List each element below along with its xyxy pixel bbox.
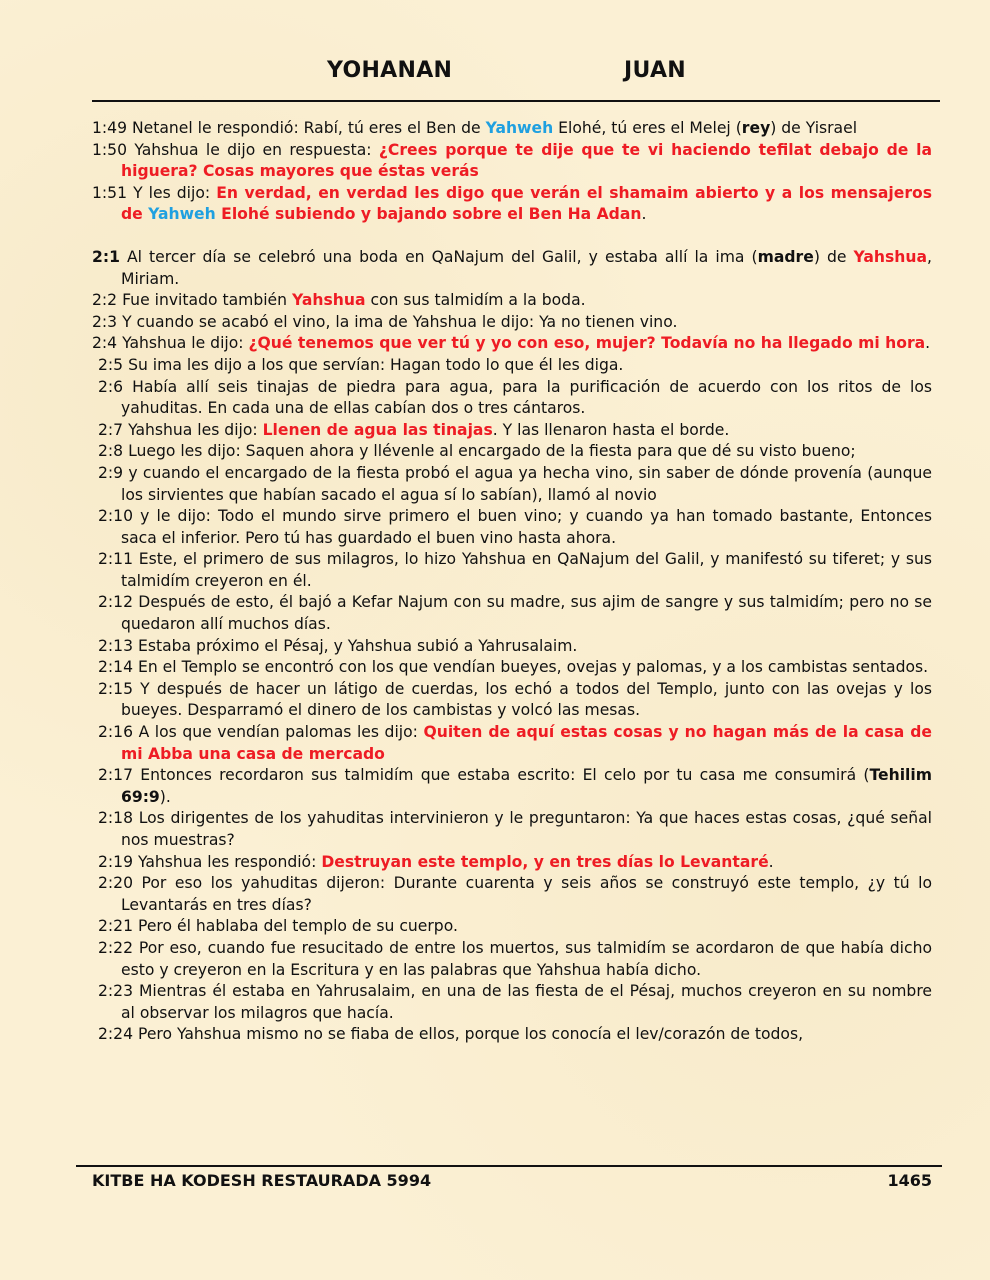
verse [92, 1024, 932, 1046]
page-header [0, 58, 990, 92]
verse-text: rey [741, 119, 771, 137]
verse [92, 852, 932, 874]
verse [92, 549, 932, 592]
verse-reference: 2:9 [98, 463, 124, 482]
verse [92, 140, 932, 183]
verse-reference: 2:16 [98, 723, 134, 742]
verse-text: y cuando el encargado de la fiesta probó el agua ya hecha vino, sin saber de dónde provenía (aunque los sirvientes que habían sacado el agua sí lo sabían), llamó al novio [121, 463, 932, 504]
verse [92, 765, 932, 808]
publication-title: KITBE HA KODESH RESTAURADA 5994 [92, 1171, 432, 1190]
verse-reference: 2:21 [98, 917, 134, 936]
verse-reference: 2:12 [98, 593, 134, 612]
verse-text: Netanel le respondió: Rabí, tú eres el Ben de [127, 119, 486, 137]
verse-reference: 2:3 [92, 312, 118, 331]
verse-text: Y cuando se acabó el vino, la ima de Yahshua le dijo: Ya no tienen vino. [117, 312, 678, 331]
verse-text: Por eso, cuando fue resucitado de entre los muertos, sus talmidím se acordaron de que había dicho esto y creyeron en la Escritura y en las palabras que Yahshua había dicho. [121, 938, 932, 979]
verse-text: Por eso los yahuditas dijeron: Durante cuarenta y seis años se construyó este templo, ¿y tú lo Levantarás en tres días? [121, 874, 932, 914]
verse-reference: 2:17 [98, 766, 134, 785]
verse [92, 183, 932, 226]
verse-text: Elohé, tú eres el Melej ( [553, 119, 742, 137]
spoken-words-text: Llenen de agua las tinajas [262, 420, 493, 439]
footer-divider [76, 1165, 942, 1167]
spoken-words-text: Quiten de aquí estas cosas y no hagan más de la casa de mi Abba una casa de mercado [121, 723, 932, 763]
verse-reference: 2:8 [98, 442, 124, 461]
verse-text: ) de [813, 247, 854, 266]
verse [92, 420, 932, 442]
verse-text: Tehilim 69:9 [121, 766, 932, 806]
verse-reference: 2:10 [98, 507, 134, 526]
verse-text: , Miriam. [121, 247, 932, 288]
verse-text: Había allí seis tinajas de piedra para agua, para la purificación de acuerdo con los ritos de los yahuditas. En cada una de ellas cabían dos o tres cántaros. [121, 377, 932, 418]
verse-text: Fue invitado también [117, 291, 292, 310]
header-divider [92, 100, 940, 102]
verse [92, 722, 932, 765]
verse-reference: 2:13 [98, 636, 134, 655]
verse-reference: 2:4 [92, 334, 118, 353]
spoken-words-text: Elohé subiendo y bajando sobre el Ben Ha Adan [215, 205, 642, 224]
divine-name-text: Yahweh [148, 205, 216, 224]
divine-name-text: Yahweh [485, 119, 554, 137]
verse-text: Yahshua le dijo: [117, 334, 249, 353]
verse-reference: 2:6 [98, 377, 124, 396]
verse-reference: 2:23 [98, 982, 134, 1001]
verse [92, 981, 932, 1024]
verse-reference: 1:50 [92, 140, 128, 159]
book-title-hebrew: YOHANAN [327, 58, 453, 83]
spoken-words-text: Yahshua [291, 291, 366, 310]
verse-text: ). [159, 787, 171, 806]
verse-reference: 2:5 [98, 355, 124, 374]
verse-reference: 2:11 [98, 550, 134, 569]
scripture-text [92, 118, 932, 1046]
verse-reference: 2:15 [98, 679, 134, 698]
spoken-words-text: En verdad, en verdad les digo que verán el shamaim abierto y a los mensajeros de [121, 183, 933, 224]
verse [92, 679, 932, 722]
verse [92, 636, 932, 658]
verse-text: Este, el primero de sus milagros, lo hizo Yahshua en QaNajum del Galil, y manifestó su tiferet; y sus talmidím creyeron en él. [121, 550, 932, 590]
verse [92, 118, 932, 140]
verse-text: madre [757, 247, 814, 266]
verse-text: Y después de hacer un látigo de cuerdas, los echó a todos del Templo, junto con las ovejas y los bueyes. Desparramó el dinero de los cambistas y volcó las mesas. [121, 679, 932, 720]
verse-text: Yahshua les dijo: [123, 420, 263, 439]
verse [92, 808, 932, 851]
verse-text: . [641, 205, 647, 224]
verse [92, 657, 932, 679]
verse [92, 290, 932, 312]
verse-text: y le dijo: Todo el mundo sirve primero el buen vino; y cuando ya han tomado bastante, Entonces saca el inferior. Pero tú has guardado el buen vino hasta ahora. [121, 507, 932, 547]
verse-text: . Y las llenaron hasta el borde. [492, 420, 730, 439]
verse [92, 592, 932, 635]
verse [92, 333, 932, 355]
spoken-words-text: ¿Crees porque te dije que te vi haciendo tefilat debajo de la higuera? Cosas mayores que éstas verás [121, 140, 932, 181]
verse-reference: 2:7 [98, 420, 124, 439]
verse [92, 312, 932, 334]
spoken-words-text: Yahshua [853, 247, 928, 266]
page-footer [92, 1171, 932, 1195]
paragraph-gap [92, 226, 932, 247]
verse-reference: 2:14 [98, 658, 134, 677]
verse-text: Yahshua le dijo en respuesta: [127, 140, 379, 159]
verse [92, 377, 932, 420]
verse-reference: 2:2 [92, 291, 118, 310]
verse-text: Pero él hablaba del templo de su cuerpo. [133, 917, 458, 936]
spoken-words-text: Destruyan este templo, y en tres días lo Levantaré [321, 852, 769, 871]
verse-text: A los que vendían palomas les dijo: [133, 723, 424, 742]
verse [92, 506, 932, 549]
verse-text: Yahshua les respondió: [133, 852, 322, 871]
verse [92, 916, 932, 938]
verse [92, 355, 932, 377]
verse-reference: 2:24 [98, 1025, 134, 1044]
verse-reference: 1:51 [92, 183, 128, 202]
verse [92, 463, 932, 506]
verse-text: Al tercer día se celebró una boda en QaNajum del Galil, y estaba allí la ima ( [119, 247, 758, 266]
verse-text: Luego les dijo: Saquen ahora y llévenle al encargado de la fiesta para que dé su visto bueno; [123, 442, 856, 461]
verse-reference: 2:20 [98, 874, 134, 893]
verse-text: Pero Yahshua mismo no se fiaba de ellos, porque los conocía el lev/corazón de todos, [133, 1025, 804, 1044]
page-number: 1465 [887, 1171, 932, 1190]
verse-text: Su ima les dijo a los que servían: Hagan todo lo que él les diga. [123, 355, 624, 374]
verse-text: con sus talmidím a la boda. [365, 291, 586, 310]
verse-text: Entonces recordaron sus talmidím que estaba escrito: El celo por tu casa me consumirá ( [133, 766, 870, 785]
verse-text: ) de Yisrael [770, 119, 858, 137]
verse [92, 247, 932, 290]
book-title-spanish: JUAN [624, 58, 687, 83]
verse-text: Y les dijo: [127, 183, 217, 202]
verse-reference: 2:19 [98, 852, 134, 871]
verse-text: Los dirigentes de los yahuditas intervinieron y le preguntaron: Ya que haces estas cosas, ¿qué señal nos muestras? [121, 809, 932, 849]
verse [92, 938, 932, 981]
verse [92, 873, 932, 916]
verse-text: . [768, 852, 774, 871]
verse-reference: 2:18 [98, 809, 134, 828]
verse-reference: 2:1 [92, 247, 120, 266]
verse-text: Después de esto, él bajó a Kefar Najum con su madre, sus ajim de sangre y sus talmidím; pero no se quedaron allí muchos días. [121, 593, 932, 634]
verse-text: Estaba próximo el Pésaj, y Yahshua subió a Yahrusalaim. [133, 636, 578, 655]
verse-text: Mientras él estaba en Yahrusalaim, en una de las fiesta de el Pésaj, muchos creyeron en su nombre al observar los milagros que hacía. [121, 982, 932, 1022]
verse-reference: 2:22 [98, 938, 134, 957]
verse [92, 441, 932, 463]
verse-reference: 1:49 [92, 119, 128, 137]
spoken-words-text: ¿Qué tenemos que ver tú y yo con eso, mujer? Todavía no ha llegado mi hora [248, 334, 926, 353]
verse-text: En el Templo se encontró con los que vendían bueyes, ovejas y palomas, y a los cambistas sentados. [133, 658, 929, 677]
verse-text: . [925, 334, 931, 353]
